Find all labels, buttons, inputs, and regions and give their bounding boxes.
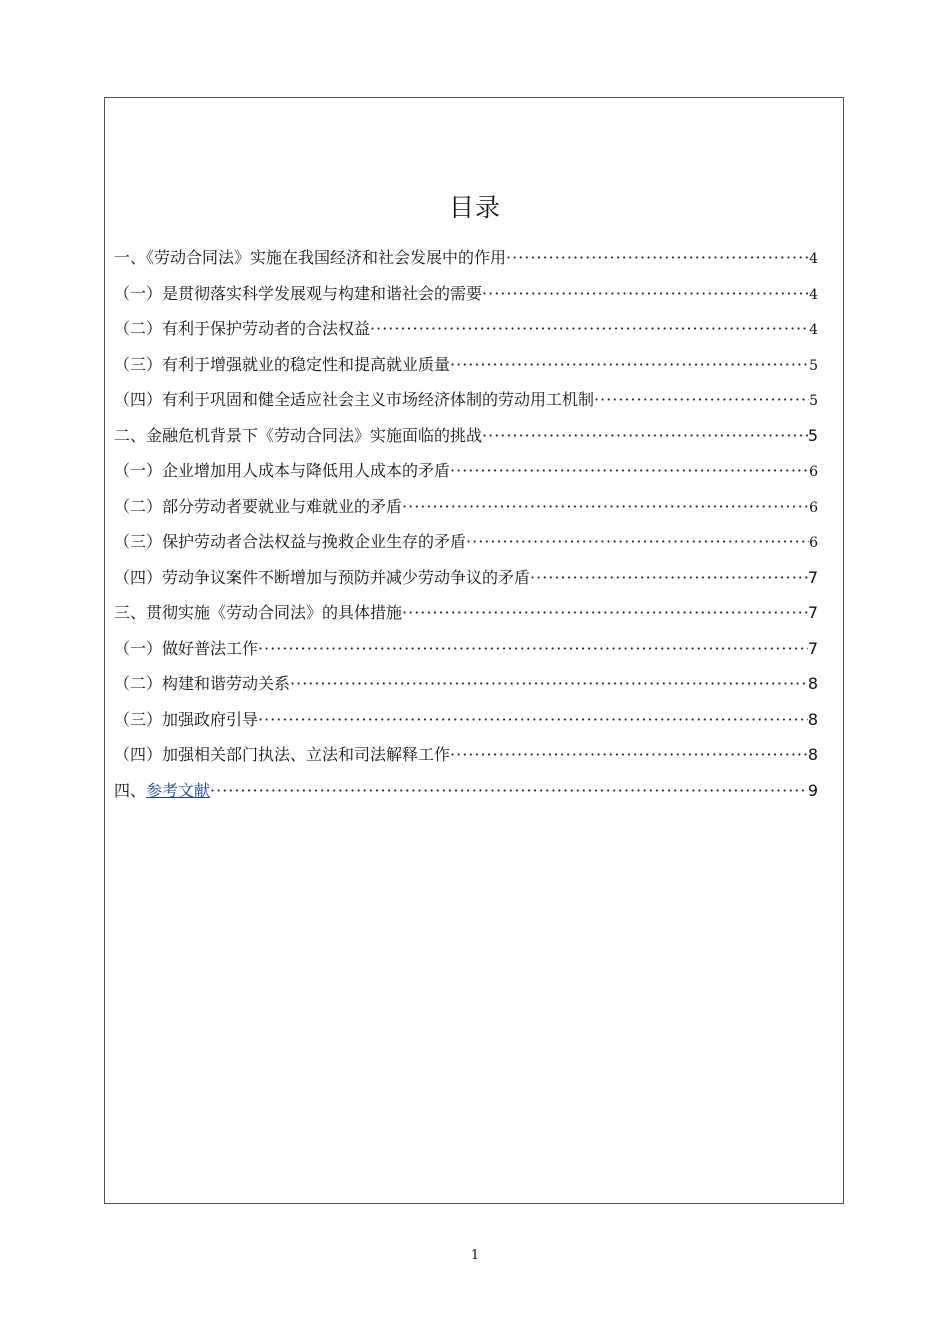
toc-entry-prefix: 四、 (114, 780, 147, 800)
toc-entry-page: 7 (807, 567, 818, 587)
dot-leader (482, 276, 809, 312)
toc-entry-label: （一）做好普法工作 (114, 638, 259, 658)
toc-entry-label: 二、金融危机背景下《劳动合同法》实施面临的挑战 (114, 425, 483, 445)
dot-leader (402, 595, 808, 631)
toc-entry-page: 6 (809, 499, 818, 516)
toc-entry-page: 4 (809, 251, 818, 267)
references-link[interactable]: 参考文献 (146, 780, 211, 800)
toc-entry-label: 一、《劳动合同法》实施在我国经济和社会发展中的作用 (114, 248, 507, 267)
toc-entry-2-4[interactable] (114, 560, 818, 596)
toc-entry-page: 8 (807, 745, 818, 764)
toc-entry-page: 8 (807, 674, 818, 693)
toc-entry-page: 6 (809, 464, 818, 480)
dot-leader (258, 631, 808, 667)
dot-leader (466, 524, 809, 560)
toc-entry-1-1[interactable] (114, 276, 818, 312)
toc-entry-3-2[interactable] (114, 666, 818, 702)
dot-leader (450, 453, 809, 489)
toc-entry-page: 4 (809, 322, 818, 338)
dot-leader (482, 418, 808, 454)
toc-entry-label: （三）有利于增强就业的稳定性和提高就业质量 (114, 354, 451, 374)
toc-entry-label: （一）企业增加用人成本与降低用人成本的矛盾 (114, 461, 451, 480)
toc-entry-1-2[interactable] (114, 311, 818, 347)
dot-leader (530, 560, 808, 596)
dot-leader (258, 702, 808, 738)
toc-entry-2-1[interactable] (114, 453, 818, 489)
toc-entry-label: （二）有利于保护劳动者的合法权益 (114, 319, 371, 338)
dot-leader (370, 311, 809, 347)
page-number: 1 (470, 1248, 480, 1263)
toc-entry-2-3[interactable] (114, 524, 818, 560)
dot-leader (450, 347, 809, 383)
toc-entry-label: （一）是贯彻落实科学发展观与构建和谐社会的需要 (114, 283, 483, 303)
toc-entry-2-2[interactable] (114, 489, 818, 525)
toc-entry-3[interactable] (114, 595, 818, 631)
toc-entry-3-3[interactable] (114, 702, 818, 738)
toc-entry-page: 8 (807, 709, 818, 729)
toc-entry-1-3[interactable] (114, 347, 818, 383)
toc-entry-page: 7 (807, 638, 818, 658)
toc-entry-4[interactable] (114, 773, 818, 809)
toc-entry-page: 4 (809, 286, 818, 303)
toc-entry-label: （二）构建和谐劳动关系 (114, 674, 291, 693)
toc-entry-label: （四）有利于巩固和健全适应社会主义市场经济体制的劳动用工机制 (114, 390, 595, 409)
dot-leader (402, 489, 809, 525)
toc-entry-label: （三）加强政府引导 (114, 709, 259, 729)
toc-entry-2[interactable] (114, 418, 818, 454)
toc-title: 目录 (448, 193, 501, 222)
toc-entry-1[interactable] (114, 240, 818, 276)
toc-entry-label: （四）劳动争议案件不断增加与预防并减少劳动争议的矛盾 (114, 567, 531, 587)
toc-entry-page: 5 (807, 425, 818, 445)
dot-leader (506, 240, 809, 276)
toc-entry-page: 6 (809, 535, 818, 551)
toc-entry-label: 三、贯彻实施《劳动合同法》的具体措施 (114, 603, 403, 622)
dot-leader (290, 666, 808, 702)
toc-entry-page: 9 (807, 780, 818, 800)
toc-entry-label (114, 773, 210, 809)
toc-entry-label: （二）部分劳动者要就业与难就业的矛盾 (114, 496, 403, 516)
toc-entry-page: 5 (809, 357, 818, 374)
table-of-contents (114, 240, 818, 808)
toc-entry-3-4[interactable] (114, 737, 818, 773)
toc-entry-1-4[interactable] (114, 382, 818, 418)
dot-leader (450, 737, 808, 773)
toc-entry-label: （四）加强相关部门执法、立法和司法解释工作 (114, 745, 451, 764)
toc-entry-page: 7 (807, 603, 818, 622)
dot-leader (594, 382, 809, 418)
toc-entry-label: （三）保护劳动者合法权益与挽救企业生存的矛盾 (114, 532, 467, 551)
dot-leader (210, 773, 808, 809)
toc-entry-3-1[interactable] (114, 631, 818, 667)
toc-entry-page: 5 (809, 393, 818, 409)
